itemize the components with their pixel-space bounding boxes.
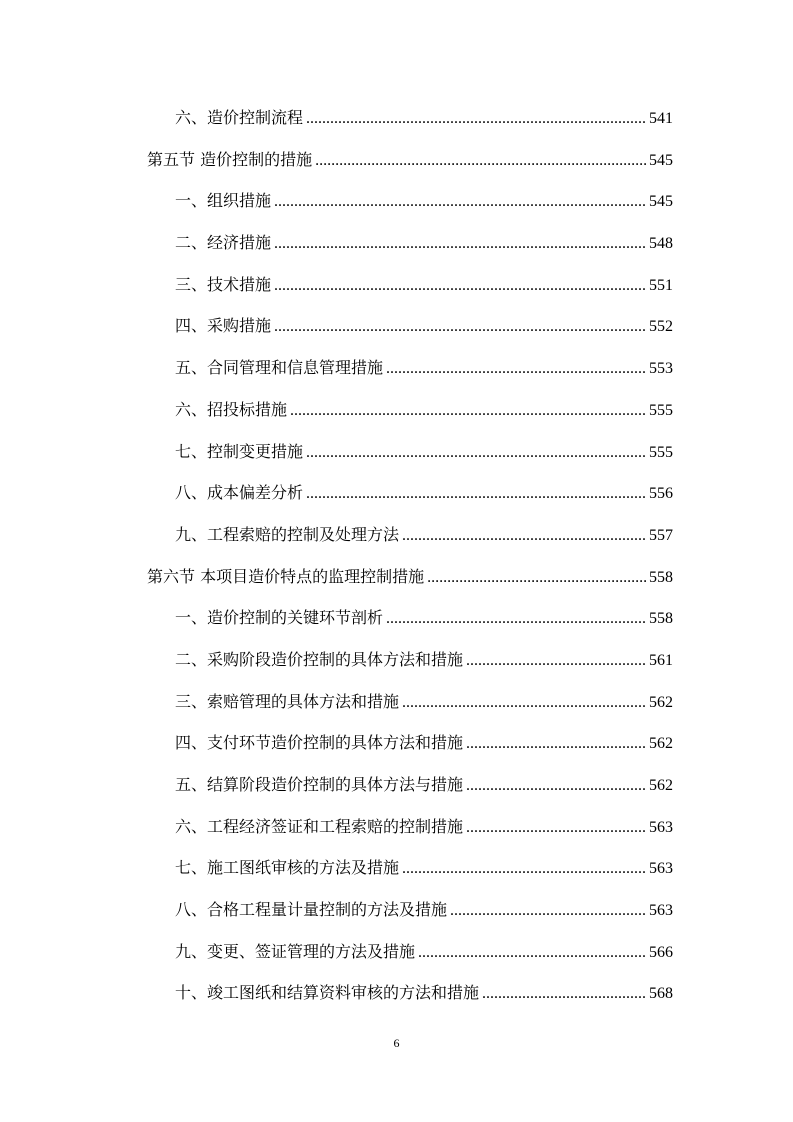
toc-dot-leader — [386, 598, 646, 640]
table-of-contents — [0, 97, 793, 1014]
toc-dot-leader — [306, 432, 646, 474]
toc-entry[interactable] — [0, 514, 793, 556]
toc-entry-title: 七、施工图纸审核的方法及措施 — [175, 858, 400, 878]
toc-entry[interactable] — [0, 347, 793, 389]
toc-entry-title: 第五节 造价控制的措施 — [147, 149, 313, 169]
toc-entry-title: 三、索赔管理的具体方法和措施 — [175, 691, 400, 711]
toc-dot-leader — [466, 640, 646, 682]
toc-entry-page: 558 — [649, 568, 673, 586]
toc-entry[interactable] — [0, 97, 793, 139]
toc-entry-title: 八、成本偏差分析 — [175, 483, 304, 503]
toc-entry-page: 558 — [649, 610, 673, 628]
toc-entry-page: 561 — [649, 651, 673, 669]
toc-entry-title: 二、经济措施 — [175, 233, 272, 253]
toc-dot-leader — [306, 98, 646, 140]
toc-entry-title: 第六节 本项目造价特点的监理控制措施 — [147, 566, 425, 586]
toc-entry[interactable] — [0, 472, 793, 514]
toc-dot-leader — [290, 390, 646, 432]
toc-entry-title: 九、工程索赔的控制及处理方法 — [175, 524, 400, 544]
toc-entry-page: 562 — [649, 777, 673, 794]
toc-dot-leader — [402, 848, 646, 890]
toc-dot-leader — [274, 306, 646, 348]
toc-entry-page: 553 — [649, 360, 673, 378]
toc-entry-page: 562 — [649, 735, 673, 753]
toc-entry[interactable] — [0, 597, 793, 639]
toc-entry-title: 八、合格工程量计量控制的方法及措施 — [175, 900, 448, 920]
toc-entry[interactable] — [0, 847, 793, 889]
toc-entry-title: 五、合同管理和信息管理措施 — [175, 358, 384, 378]
toc-entry-title: 一、造价控制的关键环节剖析 — [175, 608, 384, 628]
toc-entry-page: 541 — [649, 110, 673, 127]
toc-dot-leader — [466, 765, 646, 807]
toc-entry-title: 二、采购阶段造价控制的具体方法和措施 — [175, 649, 464, 669]
toc-entry-title: 五、结算阶段造价控制的具体方法与措施 — [175, 775, 464, 794]
toc-entry[interactable] — [0, 222, 793, 264]
toc-entry-page: 562 — [649, 693, 673, 711]
toc-dot-leader — [274, 223, 646, 265]
toc-entry-page: 548 — [649, 235, 673, 253]
toc-dot-leader — [466, 723, 646, 765]
toc-entry-title: 九、变更、签证管理的方法及措施 — [175, 941, 416, 961]
toc-entry[interactable] — [0, 931, 793, 973]
toc-entry-title: 一、组织措施 — [175, 191, 272, 211]
toc-dot-leader — [450, 890, 646, 932]
toc-entry[interactable] — [0, 764, 793, 806]
toc-entry-page: 545 — [649, 193, 673, 211]
toc-entry-title: 六、工程经济签证和工程索赔的控制措施 — [175, 816, 464, 836]
toc-entry-title: 七、控制变更措施 — [175, 441, 304, 461]
toc-entry[interactable] — [0, 305, 793, 347]
toc-entry-page: 555 — [649, 443, 673, 461]
toc-dot-leader — [315, 140, 646, 182]
toc-entry-page: 568 — [649, 985, 673, 1003]
toc-entry[interactable] — [0, 972, 793, 1014]
toc-dot-leader — [402, 682, 646, 724]
toc-entry-title: 十、竣工图纸和结算资料审核的方法和措施 — [175, 983, 480, 1003]
toc-entry[interactable] — [0, 180, 793, 222]
toc-entry[interactable] — [0, 389, 793, 431]
toc-entry-title: 四、采购措施 — [175, 316, 272, 336]
toc-entry-page: 563 — [649, 902, 673, 920]
toc-entry[interactable] — [0, 722, 793, 764]
toc-dot-leader — [274, 265, 646, 307]
toc-dot-leader — [482, 973, 646, 1015]
toc-entry[interactable] — [0, 806, 793, 848]
toc-entry-page: 563 — [649, 860, 673, 878]
toc-entry[interactable] — [0, 889, 793, 931]
toc-entry-page: 556 — [649, 485, 673, 503]
toc-section-entry[interactable] — [0, 556, 793, 598]
toc-dot-leader — [402, 515, 646, 557]
toc-entry-page: 563 — [649, 818, 673, 836]
toc-dot-leader — [306, 473, 646, 515]
toc-entry-page: 552 — [649, 318, 673, 336]
toc-entry-page: 555 — [649, 401, 673, 419]
toc-entry-page: 545 — [649, 151, 673, 169]
toc-entry[interactable] — [0, 681, 793, 723]
toc-entry[interactable] — [0, 431, 793, 473]
toc-dot-leader — [274, 181, 646, 223]
toc-entry[interactable] — [0, 264, 793, 306]
toc-dot-leader — [418, 932, 646, 974]
toc-entry[interactable] — [0, 639, 793, 681]
toc-entry-title: 四、支付环节造价控制的具体方法和措施 — [175, 733, 464, 753]
page-number: 6 — [393, 1036, 400, 1050]
toc-dot-leader — [427, 557, 646, 599]
toc-entry-page: 551 — [649, 276, 673, 294]
toc-section-entry[interactable] — [0, 139, 793, 181]
toc-entry-title: 三、技术措施 — [175, 274, 272, 294]
toc-dot-leader — [466, 807, 646, 849]
toc-entry-title: 六、招投标措施 — [175, 399, 288, 419]
toc-dot-leader — [386, 348, 646, 390]
toc-entry-page: 557 — [649, 526, 673, 544]
toc-entry-title: 六、造价控制流程 — [175, 108, 304, 127]
toc-entry-page: 566 — [649, 943, 673, 961]
